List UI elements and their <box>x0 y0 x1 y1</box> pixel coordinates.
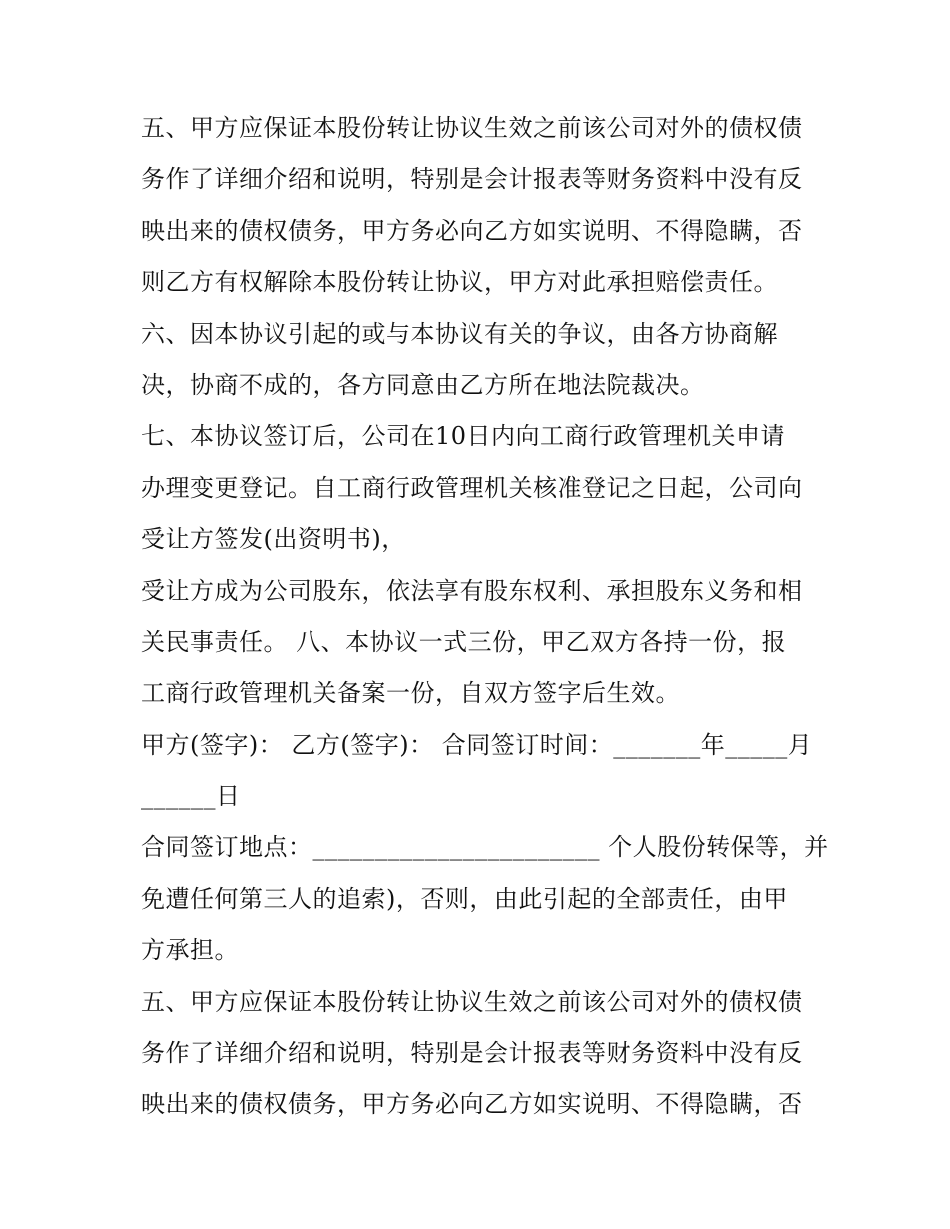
signing-location-line: 合同签订地点：_______________________ 个人股份转保等，并 <box>141 833 829 862</box>
document-line: 办理变更登记。自工商行政管理机关核准登记之日起，公司向 <box>141 473 803 502</box>
document-line: 决，协商不成的，各方同意由乙方所在地法院裁决。 <box>141 370 705 399</box>
document-line: 则乙方有权解除本股份转让协议，甲方对此承担赔偿责任。 <box>141 268 778 297</box>
document-line: 受让方成为公司股东，依法享有股东权利、承担股东义务和相 <box>141 576 803 605</box>
document-body <box>141 103 829 1131</box>
document-line: 方承担。 <box>141 936 239 965</box>
document-line: 免遭任何第三人的追索)，否则，由此引起的全部责任，由甲 <box>141 884 788 913</box>
signature-day-line: ______日 <box>141 782 241 811</box>
document-line: 映出来的债权债务，甲方务必向乙方如实说明、不得隐瞒，否 <box>141 216 803 245</box>
document-line: 受让方签发(出资明书)， <box>141 525 406 554</box>
document-line: 六、因本协议引起的或与本协议有关的争议，由各方协商解 <box>141 319 778 348</box>
signature-line: 甲方(签字)： 乙方(签字)： 合同签订时间：_______年_____月 <box>141 730 813 759</box>
document-line: 务作了详细介绍和说明，特别是会计报表等财务资料中没有反 <box>141 165 803 194</box>
document-line: 务作了详细介绍和说明，特别是会计报表等财务资料中没有反 <box>141 1039 803 1068</box>
document-line: 工商行政管理机关备案一份，自双方签字后生效。 <box>141 679 680 708</box>
document-line: 五、甲方应保证本股份转让协议生效之前该公司对外的债权债 <box>141 987 803 1016</box>
document-line: 七、本协议签订后，公司在10日内向工商行政管理机关申请 <box>141 422 786 451</box>
document-line: 关民事责任。 八、本协议一式三份，甲乙双方各持一份，报 <box>141 627 787 656</box>
document-line: 五、甲方应保证本股份转让协议生效之前该公司对外的债权债 <box>141 114 803 142</box>
document-line: 映出来的债权债务，甲方务必向乙方如实说明、不得隐瞒，否 <box>141 1090 803 1119</box>
